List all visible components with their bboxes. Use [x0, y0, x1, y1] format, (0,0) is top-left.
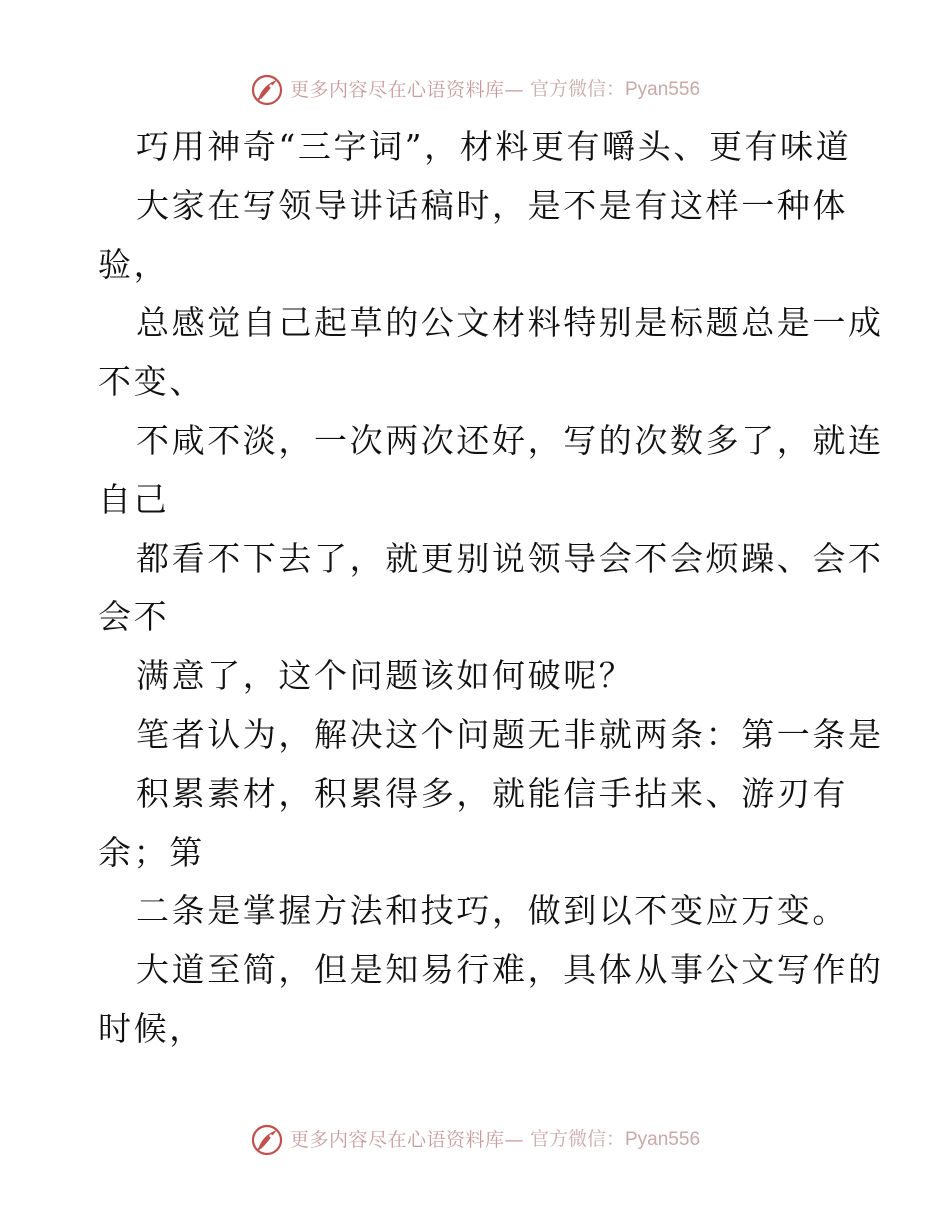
footer-watermark	[0, 1120, 950, 1160]
text-line: 满意了，这个问题该如何破呢？	[136, 656, 635, 696]
watermark-library-text: 更多内容尽在心语资料库—	[289, 79, 524, 101]
text-line: 大家在写领导讲话稿时，是不是有这样一种体	[136, 185, 848, 225]
text-line: 验，	[98, 244, 170, 284]
text-line: 积累素材，积累得多，就能信手拈来、游刃有	[136, 773, 848, 813]
text-line: 余；第	[98, 832, 205, 872]
text-line: 总感觉自己起草的公文材料特别是标题总是一成	[136, 303, 884, 343]
text-line: 不变、	[98, 362, 205, 402]
document-body	[98, 118, 884, 1059]
text-line: 时候，	[98, 1008, 205, 1048]
text-line: 笔者认为，解决这个问题无非就两条：第一条是	[136, 714, 884, 754]
text-line: 会不	[98, 597, 170, 637]
text-line: 都看不下去了，就更别说领导会不会烦躁、会不	[136, 538, 884, 578]
text-line: 大道至简，但是知易行难，具体从事公文写作的	[136, 950, 884, 990]
text-line: 二条是掌握方法和技巧，做到以不变应万变。	[136, 891, 848, 931]
text-line: 自己	[98, 479, 170, 519]
watermark-wechat-text: 官方微信：Pyan556	[530, 1129, 701, 1150]
header-watermark	[0, 70, 950, 110]
pen-logo-icon	[250, 73, 284, 107]
text-line: 巧用神奇“三字词”，材料更有嚼头、更有味道	[136, 127, 852, 166]
watermark-library-text: 更多内容尽在心语资料库—	[289, 1129, 524, 1151]
text-line: 不咸不淡，一次两次还好，写的次数多了，就连	[136, 420, 884, 460]
pen-logo-icon	[250, 1123, 284, 1157]
watermark-wechat-text: 官方微信：Pyan556	[530, 79, 701, 100]
